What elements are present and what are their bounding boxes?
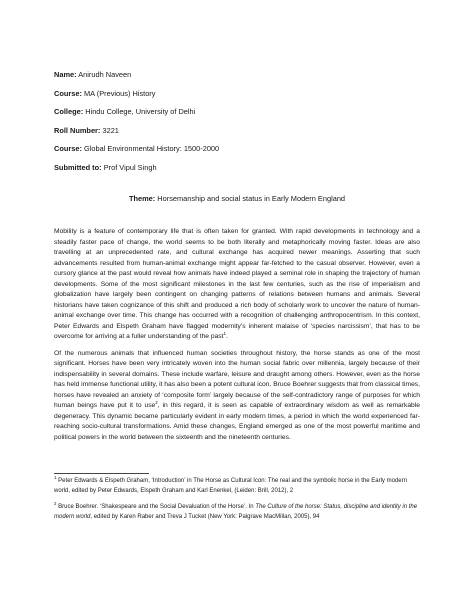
name-value: Anirudh Naveen — [78, 70, 132, 79]
paper-course-row — [54, 144, 434, 153]
college-label: College: — [54, 107, 84, 117]
footnote-2-text-b: , edited by Karen Raber and Treva J Tucket (New York: Palgrave MacMillan, 2005), 94 — [90, 513, 320, 520]
footnote-2-text-a: Bruce Boehrer. ‘Shakespeare and the Social Devaluation of the Horse’. In — [56, 504, 256, 511]
footnote-2-book-title: The Culture of the horse: Status, discipline and identity in the modern world — [54, 504, 418, 520]
paragraph-1-text: Mobility is a feature of contemporary life that is often taken for granted. With rapid developments in technology and a steadily faster pace of change, the world seems to be both literally and metaphorically moving faster. Ideas are also travelling at an unprecedented rate, and cultural exchange has acquired newer meanings. Asserting that such advancements resulted from human-animal exchange might appear far-fetched to the casual observer. However, even a cursory glance at the past would reveal how animals have indeed played a seminal role in shaping the trajectory of human developments. Some of the most significant milestones in the last few centuries, such as the rise of imperialism and globalization have largely been contingent on changing patterns of relations between humans and animals. Several historians have taken cognizance of this shift and produced a rich body of scholarly work to uncover the nature of human-animal exchange over time. This change has occurred with a recognition of challenging anthropocentrism. In this context, Peter Edwards and Elspeth Graham have flagged modernity’s inherent malaise of ‘species narcissism’, that has to be overcome for arriving at a fuller understanding of the past — [54, 228, 420, 340]
college-row — [54, 107, 434, 116]
footnote-2 — [54, 503, 420, 522]
footnote-divider — [54, 473, 149, 474]
submitted-to-row — [54, 163, 434, 172]
essay-body — [54, 227, 420, 449]
roll-number-row — [54, 126, 434, 135]
paragraph-1: Mobility is a feature of contemporary life that is often taken for granted. With rapid developments in technology and a steadily faster pace of change, the world seems to be both literally and metaphorically moving faster. Ideas are also travelling at an unprecedented rate, and cultural exchange has acquired newer meanings. Asserting that such advancements resulted from human-animal exchange might appear far-fetched to the casual observer. However, even a cursory glance at the past would reveal how animals have indeed played a seminal role in shaping the trajectory of human developments. Some of the most significant milestones in the last few centuries, such as the rise of imperialism and globalization have largely been contingent on changing patterns of relations between humans and animals. Several historians have taken cognizance of this shift and produced a rich body of scholarly work to uncover the nature of human-animal exchange over time. This change has occurred with a recognition of challenging anthropocentrism. In this context, Peter Edwards and Elspeth Graham have flagged modernity’s inherent malaise of ‘species narcissism’, that has to be overcome for arriving at a fuller understanding of the past$^1$. — [54, 228, 420, 340]
paragraph-2-text-a: Of the numerous animals that influenced human societies throughout history, the horse stands as one of the most significant. Horses have been very intricately woven into the human social fabric over millennia, largely because of their indispensability in several domains. These include warfare, leisure and draught among others. However, even as the horse has held immense functional utility, it has also been a potent cultural icon. Bruce Boehrer suggests that from classical times, horses have revealed an anxiety of ‘composite form’ largely because of the self-contradictory range of purposes for which human beings have put it to use — [54, 349, 421, 409]
college-value: Hindu College, University of Delhi — [85, 107, 196, 117]
footnote-2-number: 2 — [54, 501, 57, 507]
course-row — [54, 89, 434, 98]
theme-value: Horsemanship and social status in Early Modern England — [157, 194, 346, 203]
footnote-1-text: Peter Edwards & Elspeth Graham, ‘Introduction’ in The Horse as Cultural Icon: The real and the symbolic horse in the Early modern world, edited by Peter Edwards, Elspeth Graham and Karl Enenkel, (Leiden: Brill, 2012), 2 — [54, 478, 407, 494]
roll-number-value: 3221 — [102, 125, 119, 135]
footnotes — [54, 477, 420, 529]
student-details — [54, 70, 434, 182]
course-label: Course: — [54, 88, 82, 98]
footnote-ref-1[interactable]: 1 — [223, 330, 227, 336]
paragraph-2 — [54, 349, 420, 444]
theme-heading — [0, 194, 474, 203]
footnote-1 — [54, 477, 420, 496]
name-row — [54, 70, 434, 79]
course-value: MA (Previous) History — [84, 88, 156, 98]
submitted-to-value: Prof Vipul Singh — [103, 162, 157, 172]
name-label: Name: — [54, 70, 77, 79]
paper-course-label: Course: — [54, 144, 82, 154]
paragraph-2-text-b: , in this regard, it is seen as capable of extraordinary wisdom as well as remarkable degeneracy. This dynamic became particularly evident in early modern times, a period in which the world experienced far-reaching socio-cultural transformations. Amid these changes, England emerged as one of the most powerful maritime and political powers in the world between the sixteenth and the nineteenth centuries. — [54, 402, 420, 441]
footnote-ref-2[interactable]: 2 — [155, 399, 158, 405]
theme-label: Theme: — [128, 194, 156, 203]
submitted-to-label: Submitted to: — [54, 162, 102, 172]
paper-course-value: Global Environmental History: 1500-2000 — [84, 144, 220, 154]
roll-number-label: Roll Number: — [54, 125, 101, 135]
footnote-1-number: 1 — [54, 475, 57, 480]
